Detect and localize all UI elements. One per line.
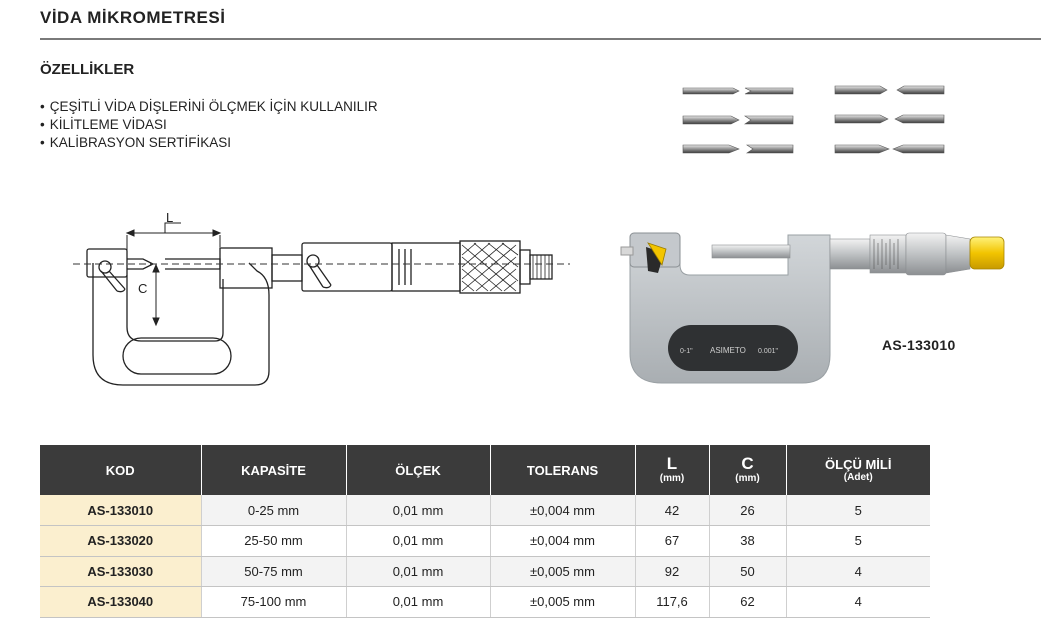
- header-olcek: ÖLÇEK: [346, 445, 490, 495]
- cell-c: 50: [709, 556, 786, 587]
- features-title: ÖZELLİKLER: [40, 61, 135, 78]
- cell-tolerans: ±0,005 mm: [490, 556, 635, 587]
- header-kapasite: KAPASİTE: [201, 445, 346, 495]
- cell-l: 117,6: [635, 587, 709, 618]
- header-l-unit: (mm): [659, 473, 685, 484]
- cell-olcek: 0,01 mm: [346, 495, 490, 526]
- cell-c: 26: [709, 495, 786, 526]
- cell-l: 42: [635, 495, 709, 526]
- cell-c: 38: [709, 526, 786, 557]
- features-list: [40, 98, 378, 152]
- header-tolerans: TOLERANS: [490, 445, 635, 495]
- product-code-label: AS-133010: [882, 337, 956, 353]
- photo-brand-text: ASIMETO: [710, 346, 746, 355]
- cell-olcek: 0,01 mm: [346, 556, 490, 587]
- feature-item: • KİLİTLEME VİDASI: [40, 116, 378, 134]
- cell-kod: AS-133040: [40, 587, 201, 618]
- photo-scale-text: 0-1": [680, 348, 693, 355]
- cell-olcu-mili: 5: [786, 495, 930, 526]
- cell-kapasite: 50-75 mm: [201, 556, 346, 587]
- feature-item: • KALİBRASYON SERTİFİKASI: [40, 134, 378, 152]
- header-c-label: C: [741, 454, 754, 473]
- header-l-label: L: [666, 454, 678, 473]
- cell-l: 92: [635, 556, 709, 587]
- cell-olcek: 0,01 mm: [346, 587, 490, 618]
- feature-item: • ÇEŞİTLİ VİDA DİŞLERİNİ ÖLÇMEK İÇİN KULLANILIR: [40, 98, 378, 116]
- table-row: [40, 526, 930, 557]
- header-c: [709, 445, 786, 495]
- cell-olcu-mili: 4: [786, 556, 930, 587]
- cell-olcu-mili: 4: [786, 587, 930, 618]
- header-kod: KOD: [40, 445, 201, 495]
- title-divider: [40, 38, 1041, 40]
- cell-kod: AS-133030: [40, 556, 201, 587]
- page-title: VİDA MİKROMETRESİ: [40, 8, 226, 27]
- cell-kapasite: 0-25 mm: [201, 495, 346, 526]
- table-row: [40, 587, 930, 618]
- table-row: [40, 556, 930, 587]
- measuring-tips-image: [675, 78, 955, 170]
- header-olcu-mili-label: ÖLÇÜ MİLİ: [825, 456, 892, 472]
- cell-c: 62: [709, 587, 786, 618]
- table-header-row: [40, 445, 930, 495]
- cell-kapasite: 75-100 mm: [201, 587, 346, 618]
- technical-drawing: [65, 205, 575, 395]
- cell-olcek: 0,01 mm: [346, 526, 490, 557]
- dimension-l-label: L: [166, 210, 174, 225]
- cell-l: 67: [635, 526, 709, 557]
- header-c-unit: (mm): [735, 473, 760, 484]
- cell-olcu-mili: 5: [786, 526, 930, 557]
- table-row: [40, 495, 930, 526]
- specifications-table: [40, 445, 930, 618]
- header-olcu-mili: [786, 445, 930, 495]
- cell-kod: AS-133010: [40, 495, 201, 526]
- cell-kod: AS-133020: [40, 526, 201, 557]
- cell-kapasite: 25-50 mm: [201, 526, 346, 557]
- photo-resolution-text: 0.001": [758, 348, 779, 355]
- header-olcu-mili-unit: (Adet): [843, 471, 873, 483]
- cell-tolerans: ±0,004 mm: [490, 495, 635, 526]
- header-l: [635, 445, 709, 495]
- dimension-c-label: C: [138, 281, 148, 296]
- micrometer-photo: [618, 225, 1013, 395]
- cell-tolerans: ±0,005 mm: [490, 587, 635, 618]
- cell-tolerans: ±0,004 mm: [490, 526, 635, 557]
